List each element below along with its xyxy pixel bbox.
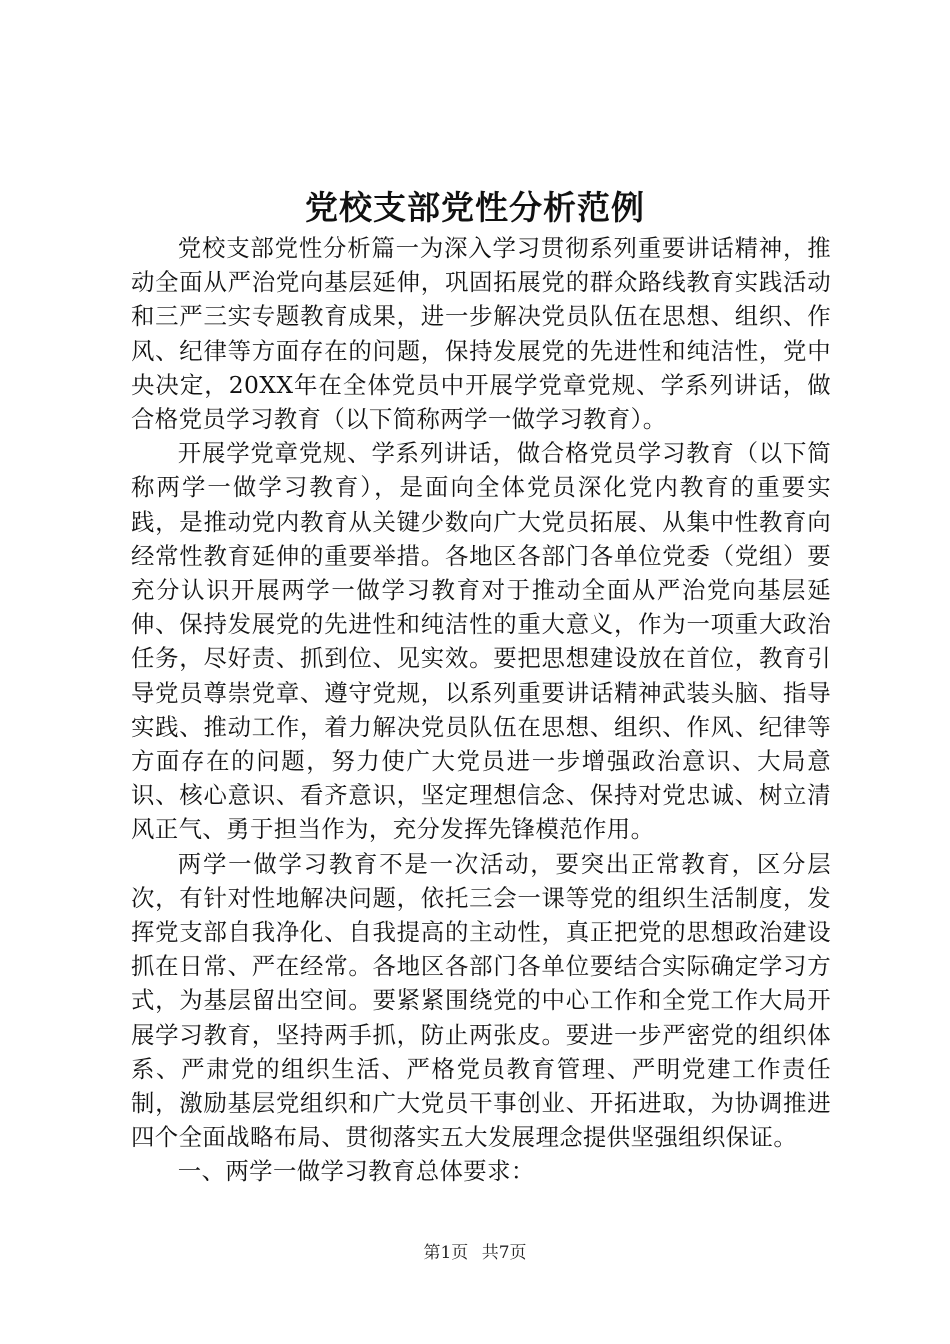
page-total: 共7页: [481, 1243, 527, 1263]
paragraph-1: 党校支部党性分析篇一为深入学习贯彻系列重要讲话精神，推动全面从严治党向基层延伸，巩固拓展党的群众路线教育实践活动和三严三实专题教育成果，进一步解决党员队伍在思想、组织、作风、纪律等方面存在的问题，保持发展党的先进性和纯洁性，党中央决定，20XX年在全体党员中开展学党章党规、学系列讲话，做合格党员学习教育（以下简称两学一做学习教育）。: [131, 234, 831, 434]
paragraph-2: 开展学党章党规、学系列讲话，做合格党员学习教育（以下简称两学一做学习教育），是面向全体党员深化党内教育的重要实践，是推动党内教育从关键少数向广大党员拓展、从集中性教育向经常性教育延伸的重要举措。各地区各部门各单位党委（党组）要充分认识开展两学一做学习教育对于推动全面从严治党向基层延伸、保持发展党的先进性和纯洁性的重大意义，作为一项重大政治任务，尽好责、抓到位、见实效。要把思想建设放在首位，教育引导党员尊崇党章、遵守党规，以系列重要讲话精神武装头脑、指导实践、推动工作，着力解决党员队伍在思想、组织、作风、纪律等方面存在的问题，努力使广大党员进一步增强政治意识、大局意识、核心意识、看齐意识，坚定理想信念、保持对党忠诚、树立清风正气、勇于担当作为，充分发挥先锋模范作用。: [131, 439, 831, 844]
document-body: [131, 231, 831, 1189]
page-number: 第1页: [423, 1243, 469, 1263]
page-footer: [0, 1241, 950, 1265]
paragraph-3: 两学一做学习教育不是一次活动，要突出正常教育，区分层次，有针对性地解决问题，依托三会一课等党的组织生活制度，发挥党支部自我净化、自我提高的主动性，真正把党的思想政治建设抓在日常、严在经常。各地区各部门各单位要结合实际确定学习方式，为基层留出空间。要紧紧围绕党的中心工作和全党工作大局开展学习教育，坚持两手抓，防止两张皮。要进一步严密党的组织体系、严肃党的组织生活、严格党员教育管理、严明党建工作责任制，激励基层党组织和广大党员干事创业、开拓进取，为协调推进四个全面战略布局、贯彻落实五大发展理念提供坚强组织保证。: [131, 849, 831, 1152]
section-heading: 一、两学一做学习教育总体要求：: [177, 1157, 535, 1186]
document-title: 党校支部党性分析范例: [305, 188, 645, 227]
